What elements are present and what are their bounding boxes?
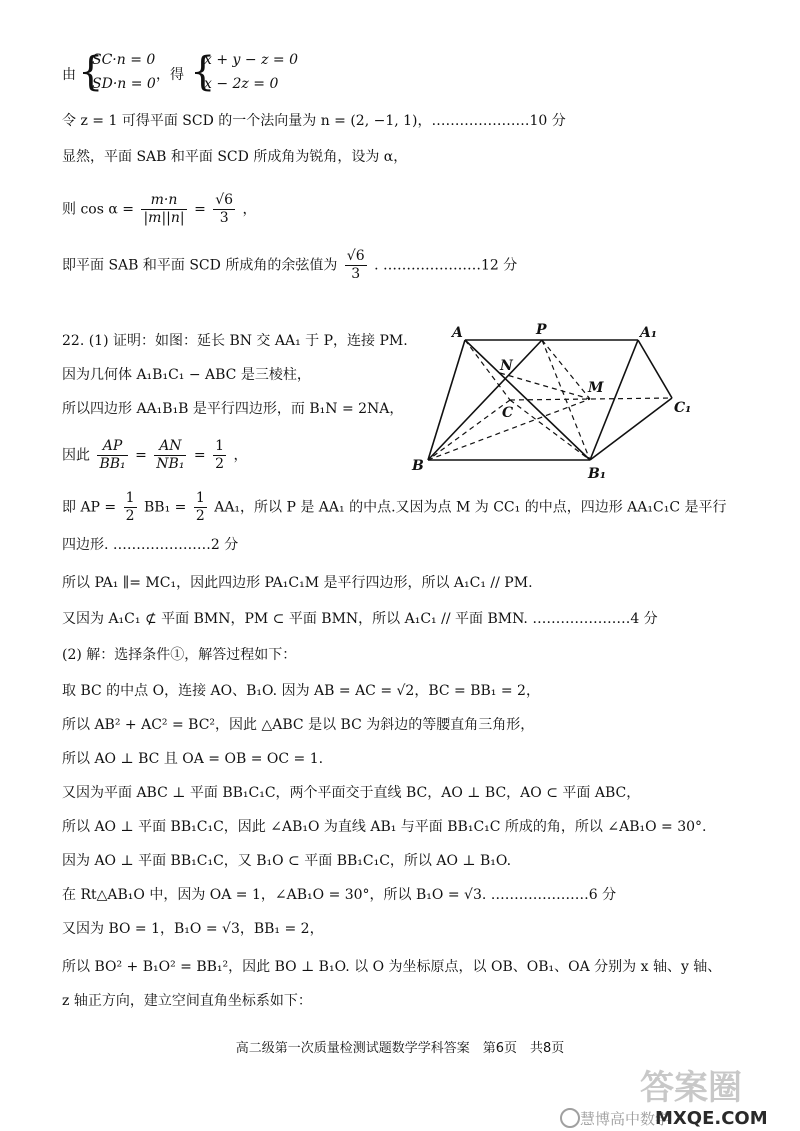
label-a: A [452, 325, 463, 341]
system1-row2: SD·n = 0 [92, 76, 156, 92]
planes-perp-line: 又因为平面 ABC ⊥ 平面 BB₁C₁C，两个平面交于直线 BC，AO ⊥ BC，AO ⊂ 平面 ABC， [62, 785, 641, 801]
edge-c-b-hidden [428, 400, 510, 460]
cosine-prefix: 则 cos α = [62, 201, 134, 218]
watermark-left: 慧博高中数学 [580, 1110, 671, 1128]
label-p: P [536, 322, 547, 338]
pm-parallel-line: 所以 PA₁ ∥= MC₁，因此四边形 PA₁C₁M 是平行四边形，所以 A₁C₁ // PM. [62, 575, 533, 591]
system2-row1: x + y − z = 0 [204, 52, 298, 68]
score-2-line: 四边形. …………………2 分 [62, 537, 239, 553]
label-b1: B₁ [588, 466, 606, 482]
cosine-line: 则 cos α = $\frac{m\cdot n}{|m||n|}$ = $\frac{√6}{3}$ ， [62, 192, 257, 226]
fraction: $\frac{AP}{\text{BB₁}}$ [99, 438, 126, 472]
label-m: M [588, 380, 604, 396]
coordinate-system-line: 所以 BO² + B₁O² = BB₁²，因此 BO ⊥ B₁O. 以 O 为坐标原点，以 OB、OB₁、OA 分别为 x 轴、y 轴、 [62, 959, 722, 975]
pythagoras-line: 所以 AB² + AC² = BC²，因此 △ABC 是以 BC 为斜边的等腰直角三角形， [62, 717, 535, 733]
text-de: ，得 [156, 67, 184, 83]
left-brace: { [78, 49, 104, 95]
label-c: C [502, 405, 514, 421]
part2-heading: (2) 解：选择条件①，解答过程如下： [62, 647, 297, 663]
fraction: $\frac{√6}{3}$ [346, 248, 365, 282]
fraction: $\frac{√6}{3}$ [215, 192, 234, 226]
edge-a-b [428, 340, 465, 460]
ratio-line: 因此 $\frac{AP}{\text{BB₁}}$ = $\frac{AN}{\text{NB₁}}$ = $\frac{1}{2}$ ， [62, 438, 248, 472]
text-you: 由 [62, 67, 76, 83]
system2-row2: x − 2z = 0 [204, 76, 279, 92]
wechat-icon [560, 1108, 580, 1128]
label-b: B [412, 458, 424, 474]
label-n: N [500, 358, 513, 374]
ao-perp-b1o-line: 因为 AO ⊥ 平面 BB₁C₁C，又 B₁O ⊂ 平面 BB₁C₁C，所以 AO ⊥ B₁O. [62, 853, 512, 869]
axis-direction-line: z 轴正方向，建立空间直角坐标系如下： [62, 993, 312, 1009]
label-c1: C₁ [674, 400, 692, 416]
edge-c-c1-hidden [510, 398, 672, 400]
fraction: $\frac{m\cdot n}{|m||n|}$ [143, 192, 185, 226]
prism-line: 因为几何体 A₁B₁C₁ − ABC 是三棱柱， [62, 367, 311, 383]
watermark-logo: 答案圈 [640, 1068, 742, 1108]
midpoint-o-line: 取 BC 的中点 O，连接 AO、B₁O. 因为 AB = AC = √2，BC = BB₁ = 2， [62, 683, 540, 699]
ao-perp-line: 所以 AO ⊥ BC 且 OA = OB = OC = 1. [62, 751, 324, 767]
lengths-line: 又因为 BO = 1，B₁O = √3，BB₁ = 2， [62, 921, 324, 937]
plane-parallel-line: 又因为 A₁C₁ ⊄ 平面 BMN，PM ⊂ 平面 BMN，所以 A₁C₁ // 平面 BMN. …………………4 分 [62, 611, 658, 627]
fraction: $\frac{AN}{\text{NB₁}}$ [156, 438, 185, 472]
fraction: $\frac{1}{2}$ [195, 490, 205, 524]
acute-angle-line: 显然，平面 SAB 和平面 SCD 所成角为锐角，设为 α， [62, 149, 408, 165]
watermark-url: MXQE.COM [655, 1108, 768, 1129]
fraction: $\frac{1}{2}$ [125, 490, 135, 524]
q22-proof-heading: 22. (1) 证明：如图：延长 BN 交 AA₁ 于 P，连接 PM. [62, 333, 408, 349]
parallelogram-line: 所以四边形 AA₁B₁B 是平行四边形，而 B₁N = 2NA， [62, 401, 404, 417]
edge-a1-c1 [638, 340, 672, 398]
edge-p-m [542, 340, 590, 399]
system1-row1: SC·n = 0 [92, 52, 156, 68]
cosine-result-line: 即平面 SAB 和平面 SCD 所成角的余弦值为 $\frac{√6}{3}$ . …………………12 分 [62, 248, 518, 282]
left-brace-2: { [190, 49, 216, 95]
normal-vector-line: 令 z = 1 可得平面 SCD 的一个法向量为 n = (2, −1, 1)，…………………10 分 [62, 113, 566, 129]
midpoint-line: 即 AP = $\frac{1}{2}$ BB₁ = $\frac{1}{2}$ AA₁，所以 P 是 AA₁ 的中点.又因为点 M 为 CC₁ 的中点，四边形 AA₁C₁C 是平行 [62, 490, 727, 524]
fraction: $\frac{1}{2}$ [215, 438, 225, 472]
label-a1: A₁ [640, 325, 657, 341]
edge-b-p [428, 340, 542, 460]
edge-a-b1 [465, 340, 590, 460]
edge-c-b1-hidden [510, 400, 590, 460]
equation-system-row [62, 50, 322, 100]
prism-diagram [410, 320, 700, 490]
page-footer: 高二级第一次质量检测试题数学学科答案 第6页 共8页 [235, 1041, 565, 1056]
right-triangle-line: 在 Rt△AB₁O 中，因为 OA = 1，∠AB₁O = 30°，所以 B₁O = √3. …………………6 分 [62, 887, 617, 903]
angle-line: 所以 AO ⊥ 平面 BB₁C₁C，因此 ∠AB₁O 为直线 AB₁ 与平面 BB₁C₁C 所成的角，所以 ∠AB₁O = 30°. [62, 819, 707, 835]
